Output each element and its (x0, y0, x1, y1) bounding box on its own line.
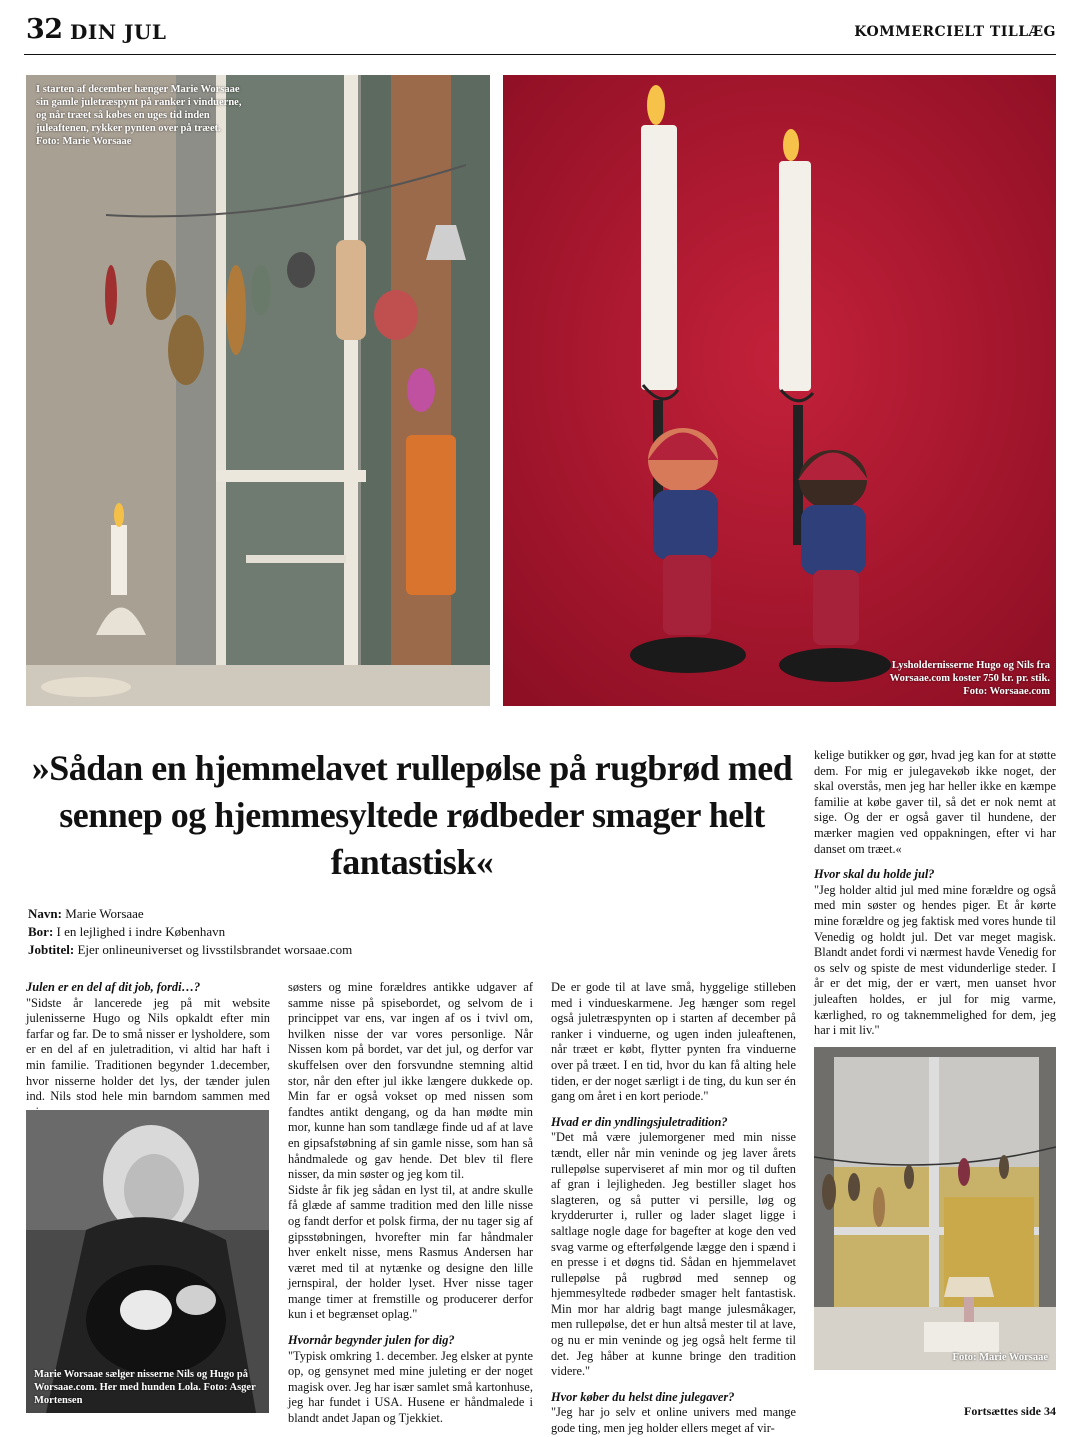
answer-paragraph: "Det må være julemorgener med min nisse tændt, eller når min veninde og jeg laver årets rullepølse superviseret af min mor og til duften af gran i lejligheden. Jeg bestiller slaget hos slagteren, og så putter vi persille, løg og krydderurter i, ruller og lader slaget ligge i saltlage nogle dage for bagefter at koge den ved svag varme og efterfølgende lægge den i spænd i en presse i et døgns tid. Sådan en hjemmelavet rullepølse på rugbrød med sennep og hjemmesyltede rødbeder smager helt fantastisk. Min mor har aldrig bagt mange julesmåkager, men rullepølse, det er hun altså mester til at lave, og nu er min veninde og jeg også helt ferme til det. Jeg håber at kunne bringe den tradition videre." (551, 1130, 796, 1379)
answer-paragraph: kelige butikker og gør, hvad jeg kan for at støtte dem. For mig er julegavekøb ikke noget, der skal overstås, men jeg har heller ikke en kæmpe familie at købe gaver til, så det er nok nemt at sige. Og der er også gaver til hundene, der mærker magien ved oppakningen, efter vi har danset om træet.« (814, 748, 1056, 856)
answer-paragraph: søsters og mine forældres antikke udgaver af samme nisse på spisebordet, og selvom de i princippet var ens, var ingen af os i tvivl om, hvilken nisse der var vores personlige. Når Nissen kom på bordet, var det jul, og derfor var skuffelsen over den forsvundne stemning altid stor, når den efter jul ikke længere dukkede op. Min far er også vokset op med nissen som fandtes antikt dengang, og da han mødte min mor, kunne han som tandlæge finde ud af at lave en gipsafstøbning af sin gamle nisse, som han så håndmalede og gav hende. Det blev til flere nisser, da min søster og jeg kom til. (288, 980, 533, 1182)
article-column-2 (288, 980, 533, 1427)
question-heading: Hvornår begynder julen for dig? (288, 1333, 455, 1348)
answer-paragraph: De er gode til at lave små, hyggelige stilleben med i vindueskarmene. Jeg hænger som regel også juletræspynten op i starten af december på ranker i vinduerne, og ugen inden juleaftenen, når træet er købt, flytter pynten fra vinduerne over på træet. I en tid, hvor du kan få alting hele tiden, er der noget særligt i de ting, du kun ser én gang om året i en kort periode." (551, 980, 796, 1104)
window-photo-caption: I starten af december hænger Marie Worsaae sin gamle juletræspynt på ranker i vinduerne, og når træet så købes en uges tid inden juleaftenen, rykker pynten over på træet. Foto: Marie Worsaae (36, 84, 242, 147)
fact-job (28, 941, 352, 959)
profile-facts (28, 905, 352, 959)
answer-paragraph: "Sidste år lancerede jeg på mit website julenisserne Hugo og Nils opkaldt efter min farfar og far. De to små nisser er lysholdere, som er en del af en juletradition, vi altid har haft i min familie. Traditionen begynder 1.december, hvor nisserne holder det lys, der tænder julen ind. Nils stod hele min barndom sammen med (26, 995, 270, 1104)
fact-name (28, 905, 352, 923)
article-headline: »Sådan en hjemmelavet rullepølse på rugbrød med sennep og hjemmesyltede rødbeder smager helt fantastisk« (31, 748, 793, 882)
fact-name-label: Navn: (28, 906, 62, 921)
fact-lives-value: I en lejlighed i indre København (56, 924, 226, 939)
article-column-3 (551, 980, 796, 1437)
article-column-1 (26, 980, 270, 1120)
portrait-photo (26, 1110, 269, 1413)
fact-name-value: Marie Worsaae (65, 906, 144, 921)
candle-photo-caption: Lysholdernisserne Hugo og Nils fra Worsaae.com koster 750 kr. pr. stik. Foto: Worsaae.com (889, 660, 1050, 697)
answer-paragraph: "Typisk omkring 1. december. Jeg elsker at pynte op, og gensynet med mine juleting er der noget magisk over. Jeg har især samlet små kartonhuse, jeg har fundet i USA. Husene er håndmalede i blandt andet Japan og Tjekkiet. (288, 1348, 533, 1426)
answer-paragraph: "Jeg holder altid jul med mine forældre og også med min søster og hendes piger. Et år kørte mine forældre og jeg faktisk med vores hunde til Venedig og holdt jul. Det var meget magisk. Blandt andet fordi vi nærmest havde Venedig for os selv og spiste de mest vidunderlige steder. I år er det mig, der er vært, men uanset hvor juleaften holdes, er jul for mig varme, kærlighed, ro og taknemmelighed for dem, jeg har i mit liv." (814, 882, 1056, 1038)
portrait-photo-caption: Marie Worsaae sælger nisserne Nils og Hugo på Worsaae.com. Her med hunden Lola. Foto: Asger Mortensen (34, 1369, 256, 1406)
fact-job-value: Ejer onlineuniverset og livsstilsbrandet worsaae.com (77, 942, 353, 957)
fact-lives-label: Bor: (28, 924, 54, 939)
page-number: 32 (26, 14, 63, 45)
window-photo-2-caption: Foto: Marie Worsaae (952, 1352, 1048, 1363)
fact-lives (28, 923, 352, 941)
window-ornaments-photo (26, 75, 490, 706)
answer-paragraph: "Jeg har jo selv et online univers med mange gode ting, men jeg holder ellers meget af vir- (551, 1405, 796, 1436)
question-heading: Julen er en del af dit job, fordi…? (26, 980, 201, 994)
window-ornaments-image (26, 75, 490, 706)
question-heading: Hvor skal du holde jul? (814, 867, 935, 882)
question-heading: Hvor køber du helst dine julegaver? (551, 1389, 735, 1404)
continues-note: Fortsættes side 34 (964, 1404, 1056, 1418)
window-photo-2-image (814, 1047, 1056, 1370)
article-column-4 (814, 748, 1056, 1039)
candle-holders-image (503, 75, 1056, 706)
page-header (24, 10, 1056, 55)
question-heading: Hvad er din yndlingsjuletradition? (551, 1114, 728, 1129)
candle-holders-photo (503, 75, 1056, 706)
section-title: DIN JUL (70, 20, 167, 44)
fact-job-label: Jobtitel: (28, 942, 75, 957)
supplement-label: KOMMERCIELT TILLÆG (854, 24, 1056, 40)
answer-paragraph: Sidste år fik jeg sådan en lyst til, at andre skulle få glæde af samme tradition med den lille nisse og fandt derfor et polsk firma, der nu tager sig af gipsstøbningen, hvorefter min far håndmaler hver enkelt nisse, mens Rasmus Andersen har været med til at nytænke og designe den lille jernspiral, der holder lyset. Hver nisse tager mange timer at fremstille og producerer derfor kun i et begrænset oplag." (288, 1182, 533, 1322)
window-photo-2 (814, 1047, 1056, 1370)
